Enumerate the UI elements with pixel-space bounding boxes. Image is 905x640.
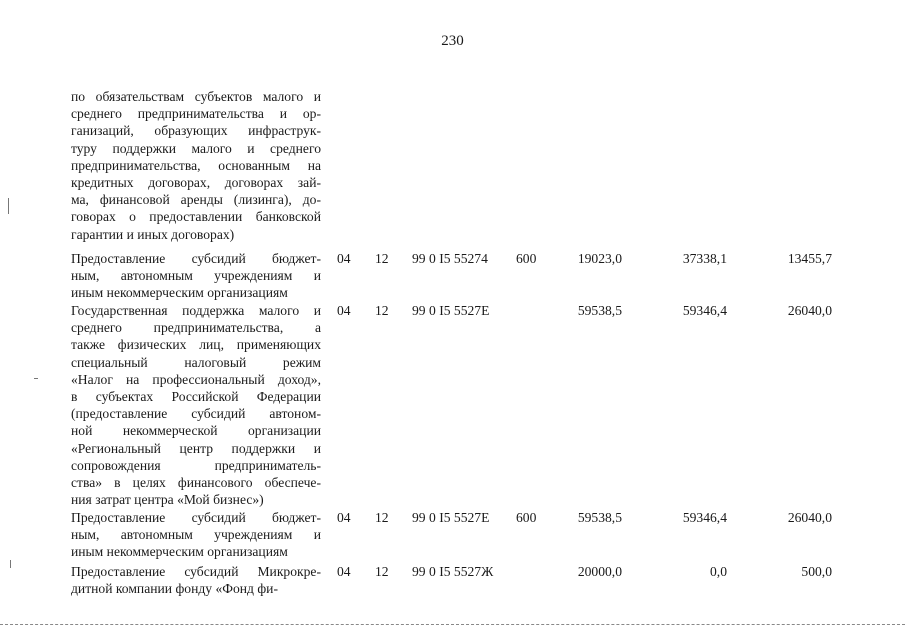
target-article-code: 99 0 I5 5527Е — [412, 510, 490, 525]
description-line: кредитных договорах, договорах зай- — [71, 175, 321, 191]
subsection-code: 12 — [375, 251, 389, 266]
description-line: «Региональный центр поддержки и — [71, 440, 321, 456]
description-line: ганизаций, образующих инфраструк- — [71, 123, 321, 139]
description-line: ния затрат центра «Мой бизнес») — [71, 492, 264, 508]
subsection-code: 12 — [375, 564, 389, 579]
description-line: специальный налоговый режим — [71, 354, 321, 370]
amount-year-1: 19023,0 — [577, 251, 622, 266]
description-line: ным, автономным учреждениям и — [71, 268, 321, 284]
expense-type-code: 600 — [516, 251, 537, 266]
description-line: иным некоммерческим организациям — [71, 544, 288, 560]
section-code: 04 — [337, 510, 351, 525]
description-line: (предоставление субсидий автоном- — [71, 406, 321, 422]
description-line: говорах о предоставлении банковской — [71, 209, 321, 225]
description-line: сопровождения предприниматель- — [71, 457, 321, 473]
amount-year-3: 26040,0 — [787, 303, 832, 318]
amount-year-2: 0,0 — [710, 564, 727, 579]
section-code: 04 — [337, 303, 351, 318]
amount-year-1: 20000,0 — [577, 564, 622, 579]
scan-mark — [34, 378, 38, 379]
scan-mark — [8, 198, 9, 214]
description-line: также физических лиц, применяющих — [71, 337, 321, 353]
row-description — [71, 563, 321, 597]
description-line: иным некоммерческим организациям — [71, 285, 288, 301]
description-line: туру поддержки малого и среднего — [71, 140, 321, 156]
description-line: гарантии и иных договорах) — [71, 226, 235, 242]
amount-year-3: 500,0 — [801, 564, 832, 579]
target-article-code: 99 0 I5 55274 — [412, 251, 488, 266]
description-line: ма, финансовой аренды (лизинга), до- — [71, 192, 321, 208]
row-description — [71, 302, 321, 508]
row-description — [71, 250, 321, 302]
description-line: Предоставление субсидий бюджет- — [71, 510, 321, 525]
page-bottom-edge — [0, 624, 905, 625]
amount-year-3: 26040,0 — [787, 510, 832, 525]
page-number: 230 — [441, 33, 464, 49]
expense-type-code: 600 — [516, 510, 537, 525]
amount-year-2: 59346,4 — [682, 303, 727, 318]
description-line: Предоставление субсидий Микрокре- — [71, 564, 321, 579]
amount-year-2: 59346,4 — [682, 510, 727, 525]
amount-year-1: 59538,5 — [577, 510, 622, 525]
description-line: в субъектах Российской Федерации — [71, 389, 321, 405]
section-code: 04 — [337, 564, 351, 579]
description-line: ства» в целях финансового обеспече- — [71, 475, 321, 491]
description-line: среднего предпринимательства, а — [71, 320, 321, 336]
scan-mark — [10, 560, 11, 568]
subsection-code: 12 — [375, 510, 389, 525]
description-line: ной некоммерческой организации — [71, 423, 321, 439]
description-line: среднего предпринимательства и ор- — [71, 106, 321, 122]
amount-year-1: 59538,5 — [577, 303, 622, 318]
description-line: Государственная поддержка малого и — [71, 303, 321, 318]
description-line: дитной компании фонду «Фонд фи- — [71, 581, 278, 597]
section-code: 04 — [337, 251, 351, 266]
row-description — [71, 88, 321, 243]
subsection-code: 12 — [375, 303, 389, 318]
target-article-code: 99 0 I5 5527Е — [412, 303, 490, 318]
description-line: ным, автономным учреждениям и — [71, 527, 321, 543]
row-description — [71, 509, 321, 561]
description-line: предпринимательства, основанным на — [71, 157, 321, 173]
amount-year-3: 13455,7 — [787, 251, 832, 266]
description-line: «Налог на профессиональный доход», — [71, 371, 321, 387]
amount-year-2: 37338,1 — [682, 251, 727, 266]
target-article-code: 99 0 I5 5527Ж — [412, 564, 494, 579]
description-line: Предоставление субсидий бюджет- — [71, 251, 321, 266]
description-line: по обязательствам субъектов малого и — [71, 89, 321, 104]
